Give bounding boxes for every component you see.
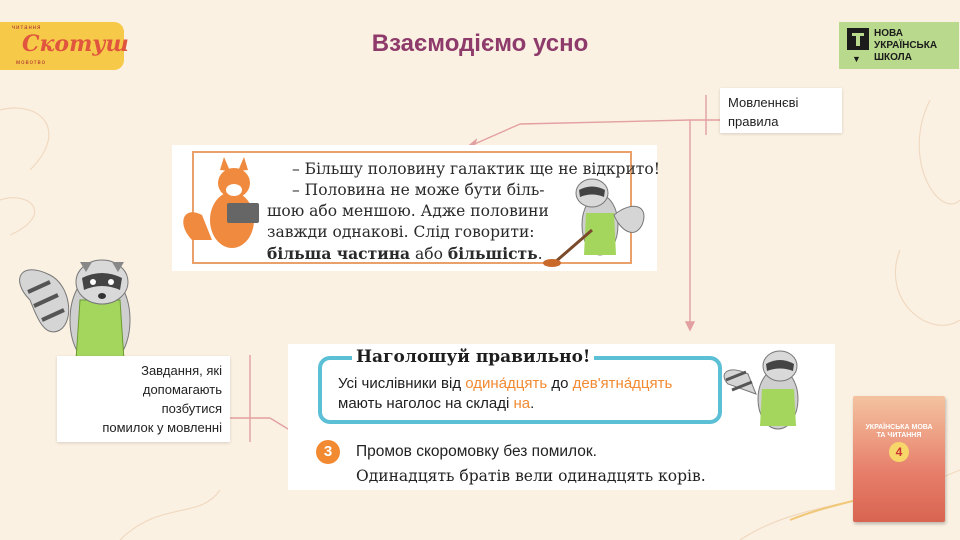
nush-line-3: ШКОЛА: [874, 52, 912, 63]
raccoon-small-illustration: [718, 344, 828, 434]
task-text: [356, 440, 706, 488]
rule-text: [338, 374, 672, 414]
dialogue-joiner: або: [410, 245, 448, 263]
task-instruction: Промов скоромовку без помилок.: [356, 443, 597, 460]
rule-text-part: до: [547, 375, 573, 392]
decor-curve: [0, 198, 35, 235]
task-number-badge: 3: [316, 440, 340, 464]
note-line: Мовленнєві: [728, 95, 799, 110]
logo-brand: Скотуш: [22, 31, 129, 57]
dialogue-line: – Половина не може бути біль-: [292, 181, 545, 199]
dialogue-line: шою або меншою. Адже половини: [267, 202, 549, 220]
raccoon-mascot-illustration: [20, 260, 130, 368]
rule-highlight: дев'ятна́дцять: [572, 375, 673, 392]
logo-arc-top: читання: [12, 25, 42, 31]
book-title: [857, 424, 941, 440]
decor-curve: [895, 250, 960, 325]
nush-mark-icon: [847, 28, 869, 50]
note-line: помилок у мовленні: [102, 420, 222, 435]
decor-curve: [0, 108, 49, 170]
dialogue-end: .: [537, 245, 543, 263]
rule-highlight: одина́дцять: [465, 375, 548, 392]
note-line: Завдання, які: [141, 363, 222, 378]
dialogue-panel: [172, 145, 660, 271]
dialogue-line: завжди однакові. Слід говорити:: [267, 223, 535, 241]
dialogue-line: – Більшу половину галактик ще не відкрито!: [292, 160, 660, 178]
decor-curve: [120, 490, 220, 540]
connector-line: [470, 124, 520, 146]
rule-highlight: на: [513, 395, 531, 412]
nush-line-2: УКРАЇНСЬКА: [874, 40, 938, 51]
dialogue-text: [267, 159, 660, 265]
rule-text-part: Усі числівники від: [338, 375, 466, 392]
nush-line-1: НОВА: [874, 28, 903, 39]
note-line: позбутися: [161, 401, 222, 416]
triangle-down-icon: ▼: [852, 54, 861, 64]
task-tongue-twister: Одинадцять братів вели одинадцять корів.: [356, 467, 706, 485]
fox-tail: [183, 212, 212, 240]
note-line: правила: [728, 114, 779, 129]
rule-text-part: мають наголос на складі: [338, 395, 514, 412]
book-title-line: ТА ЧИТАННЯ: [876, 432, 922, 439]
note-speech-rules: [720, 88, 842, 133]
stress-rule-panel: [288, 344, 835, 490]
note-tasks: [57, 356, 230, 442]
dialogue-bold-term: більшість: [447, 244, 538, 263]
textbook-cover: [853, 396, 945, 522]
decor-curve: [919, 100, 960, 204]
laptop-icon: [227, 203, 259, 223]
logo-arc-bottom: мовотво: [16, 60, 46, 66]
dialogue-bold-term: більша частина: [267, 244, 411, 263]
connector-arrowhead: [686, 322, 694, 330]
book-title-line: УКРАЇНСЬКА МОВА: [865, 424, 933, 431]
nush-logo: [839, 22, 959, 69]
rule-heading: Наголошуй правильно!: [352, 347, 594, 367]
page-title: Взаємодіємо усно: [371, 30, 589, 57]
dialogue-line-final: [267, 243, 647, 265]
connector-line: [520, 120, 690, 124]
note-line: допомагають: [142, 382, 222, 397]
rule-text-part: .: [530, 395, 535, 412]
book-grade-badge: 4: [889, 442, 909, 462]
